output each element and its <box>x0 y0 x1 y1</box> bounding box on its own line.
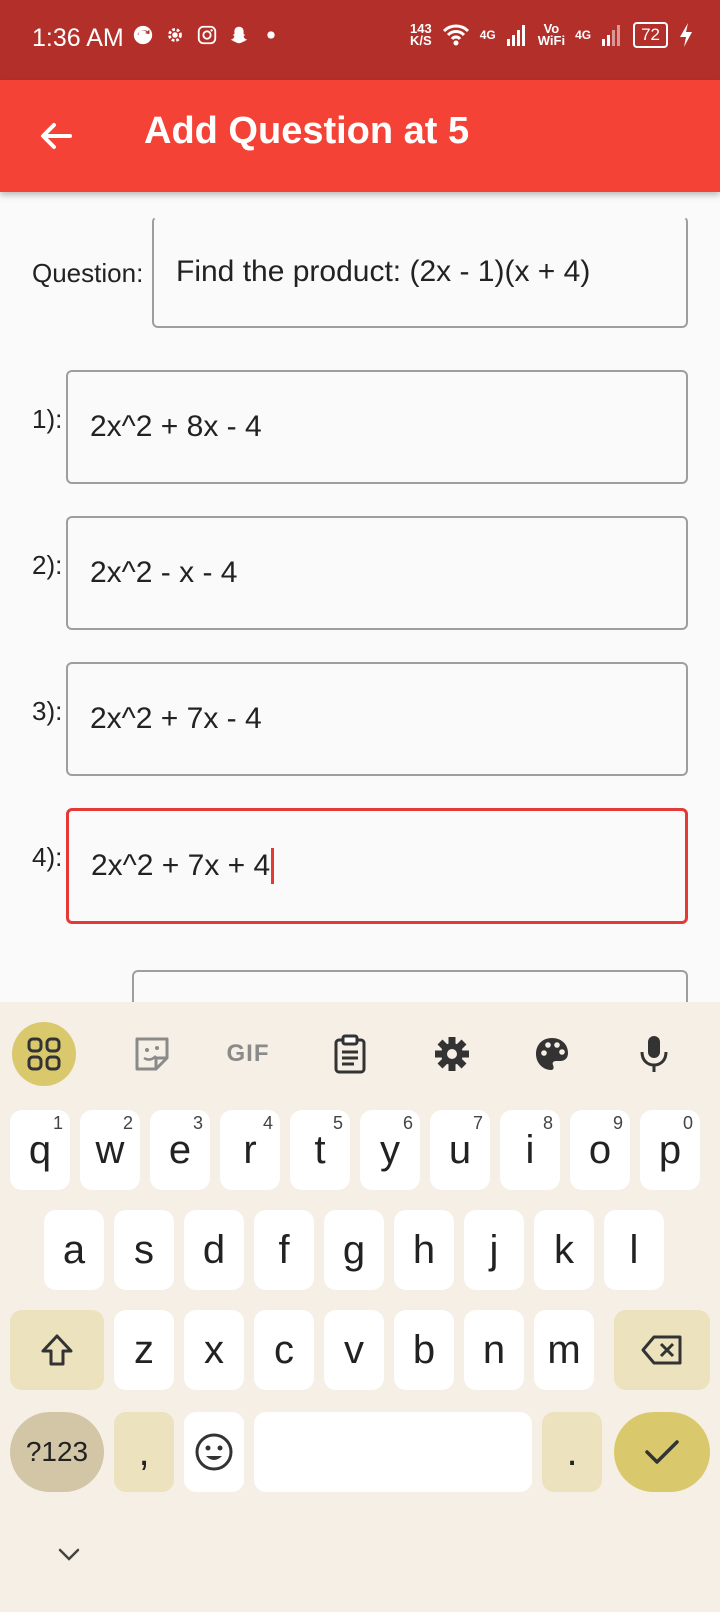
emoji-key[interactable] <box>184 1412 244 1492</box>
key-y-label: y <box>380 1127 400 1172</box>
hide-keyboard-chevron-icon[interactable] <box>54 1540 84 1570</box>
key-n-label: n <box>482 1327 506 1372</box>
comma-key[interactable] <box>114 1412 174 1492</box>
key-i-hint: 8 <box>542 1113 553 1133</box>
key-f-label: f <box>278 1227 290 1272</box>
key-d-label: d <box>202 1227 226 1272</box>
key-l[interactable] <box>604 1210 664 1290</box>
keyboard-toolbar <box>0 1002 720 1098</box>
key-e[interactable] <box>150 1110 210 1190</box>
key-w[interactable] <box>80 1110 140 1190</box>
symbols-key-label: ?123 <box>25 1436 89 1467</box>
key-d[interactable] <box>184 1210 244 1290</box>
key-t-label: t <box>314 1127 326 1172</box>
key-h[interactable] <box>394 1210 454 1290</box>
vowifi-indicator: Vo WiFi <box>537 21 566 48</box>
key-n[interactable] <box>464 1310 524 1390</box>
comma-key-label: , <box>138 1429 150 1474</box>
key-z-label: z <box>134 1327 154 1372</box>
key-i[interactable] <box>500 1110 560 1190</box>
key-c-label: c <box>274 1327 294 1372</box>
key-b[interactable] <box>394 1310 454 1390</box>
palette-icon <box>533 1035 571 1073</box>
sync-app-icon <box>132 24 154 46</box>
option-label-3: 3): <box>32 696 63 726</box>
key-x-label: x <box>204 1327 224 1372</box>
network-type-2: 4G <box>575 28 592 42</box>
key-u-hint: 7 <box>472 1113 483 1133</box>
key-s-label: s <box>134 1227 154 1272</box>
network-speed: 143 K/S <box>410 21 432 48</box>
key-v[interactable] <box>324 1310 384 1390</box>
gif-label: GIF <box>226 1040 270 1067</box>
gear-icon <box>433 1035 471 1073</box>
key-e-label: e <box>168 1127 192 1172</box>
key-w-label: w <box>95 1127 125 1172</box>
key-k[interactable] <box>534 1210 594 1290</box>
theme-button[interactable] <box>520 1022 584 1086</box>
question-input-text: Find the product: (2x - 1)(x + 4) <box>176 255 591 288</box>
question-input[interactable] <box>152 216 688 328</box>
option-input-3[interactable] <box>66 662 688 776</box>
key-h-label: h <box>412 1227 436 1272</box>
clipboard-icon <box>332 1034 368 1074</box>
key-b-label: b <box>412 1327 436 1372</box>
key-q-label: q <box>28 1127 52 1172</box>
key-p-hint: 0 <box>682 1113 693 1133</box>
done-key[interactable] <box>614 1412 710 1492</box>
question-form <box>0 192 720 1002</box>
key-k-label: k <box>554 1227 574 1272</box>
key-r-label: r <box>243 1127 257 1172</box>
key-j-label: j <box>489 1227 499 1272</box>
key-a-label: a <box>62 1227 86 1272</box>
notification-icons <box>132 24 282 46</box>
emoji-icon <box>194 1432 234 1472</box>
question-label: Question: <box>32 258 144 288</box>
option-input-2[interactable] <box>66 516 688 630</box>
key-p-label: p <box>658 1127 682 1172</box>
key-y-hint: 6 <box>402 1113 413 1133</box>
option-input-1[interactable] <box>66 370 688 484</box>
space-key[interactable] <box>254 1412 532 1492</box>
checkmark-icon <box>643 1437 681 1467</box>
key-j[interactable] <box>464 1210 524 1290</box>
text-cursor <box>271 848 274 884</box>
period-key[interactable] <box>542 1412 602 1492</box>
key-p[interactable] <box>640 1110 700 1190</box>
keyboard-settings-button[interactable] <box>420 1022 484 1086</box>
keyboard-apps-button[interactable] <box>12 1022 76 1086</box>
apps-grid-icon <box>27 1037 61 1071</box>
system-icons <box>410 22 694 48</box>
key-m-label: m <box>547 1327 581 1372</box>
key-q[interactable] <box>10 1110 70 1190</box>
key-t-hint: 5 <box>332 1113 343 1133</box>
key-t[interactable] <box>290 1110 350 1190</box>
key-i-label: i <box>525 1127 535 1172</box>
period-key-label: . <box>566 1429 578 1474</box>
status-bar <box>0 0 720 80</box>
page-title: Add Question at 5 <box>144 110 470 152</box>
gif-button[interactable] <box>216 1022 280 1086</box>
key-o-hint: 9 <box>612 1113 623 1133</box>
option-input-4-text: 2x^2 + 7x + 4 <box>91 849 271 882</box>
microphone-icon <box>637 1034 671 1074</box>
voice-input-button[interactable] <box>622 1022 686 1086</box>
shift-key[interactable] <box>10 1310 104 1390</box>
battery-level: 72 <box>633 22 668 48</box>
key-f[interactable] <box>254 1210 314 1290</box>
key-u[interactable] <box>430 1110 490 1190</box>
signal-icon-1 <box>506 23 528 47</box>
signal-icon-2 <box>601 23 623 47</box>
more-notifications-dot-icon <box>260 24 282 46</box>
key-m[interactable] <box>534 1310 594 1390</box>
key-v-label: v <box>344 1327 364 1372</box>
snapchat-icon <box>228 24 250 46</box>
key-c[interactable] <box>254 1310 314 1390</box>
option-input-1-text: 2x^2 + 8x - 4 <box>90 410 262 443</box>
key-l-label: l <box>629 1227 639 1272</box>
key-o[interactable] <box>570 1110 630 1190</box>
back-arrow-icon[interactable] <box>36 116 76 156</box>
option-input-2-text: 2x^2 - x - 4 <box>90 556 238 589</box>
network-type-1: 4G <box>479 28 496 42</box>
status-time: 1:36 AM <box>32 24 124 52</box>
option-label-4: 4): <box>32 842 63 872</box>
option-label-1: 1): <box>32 404 63 434</box>
key-x[interactable] <box>184 1310 244 1390</box>
key-r[interactable] <box>220 1110 280 1190</box>
sticker-icon <box>132 1034 172 1074</box>
app-bar <box>0 80 720 192</box>
option-input-4[interactable] <box>66 808 688 924</box>
key-y[interactable] <box>360 1110 420 1190</box>
clipboard-button[interactable] <box>318 1022 382 1086</box>
key-q-hint: 1 <box>52 1113 63 1133</box>
key-w-hint: 2 <box>122 1113 133 1133</box>
charging-icon <box>678 22 694 48</box>
key-g[interactable] <box>324 1210 384 1290</box>
option-input-3-text: 2x^2 + 7x - 4 <box>90 702 262 735</box>
key-a[interactable] <box>44 1210 104 1290</box>
key-g-label: g <box>342 1227 366 1272</box>
next-input-partial[interactable] <box>132 970 688 1002</box>
settings-notification-icon <box>164 24 186 46</box>
backspace-key[interactable] <box>614 1310 710 1390</box>
key-r-hint: 4 <box>262 1113 273 1133</box>
sticker-button[interactable] <box>120 1022 184 1086</box>
shift-arrow-icon <box>39 1332 75 1368</box>
backspace-icon <box>640 1334 684 1366</box>
key-u-label: u <box>448 1127 472 1172</box>
option-label-2: 2): <box>32 550 63 580</box>
key-s[interactable] <box>114 1210 174 1290</box>
key-z[interactable] <box>114 1310 174 1390</box>
instagram-icon <box>196 24 218 46</box>
soft-keyboard <box>0 1002 720 1612</box>
key-o-label: o <box>588 1127 612 1172</box>
key-e-hint: 3 <box>192 1113 203 1133</box>
symbols-key[interactable] <box>10 1412 104 1492</box>
wifi-icon <box>442 23 470 47</box>
